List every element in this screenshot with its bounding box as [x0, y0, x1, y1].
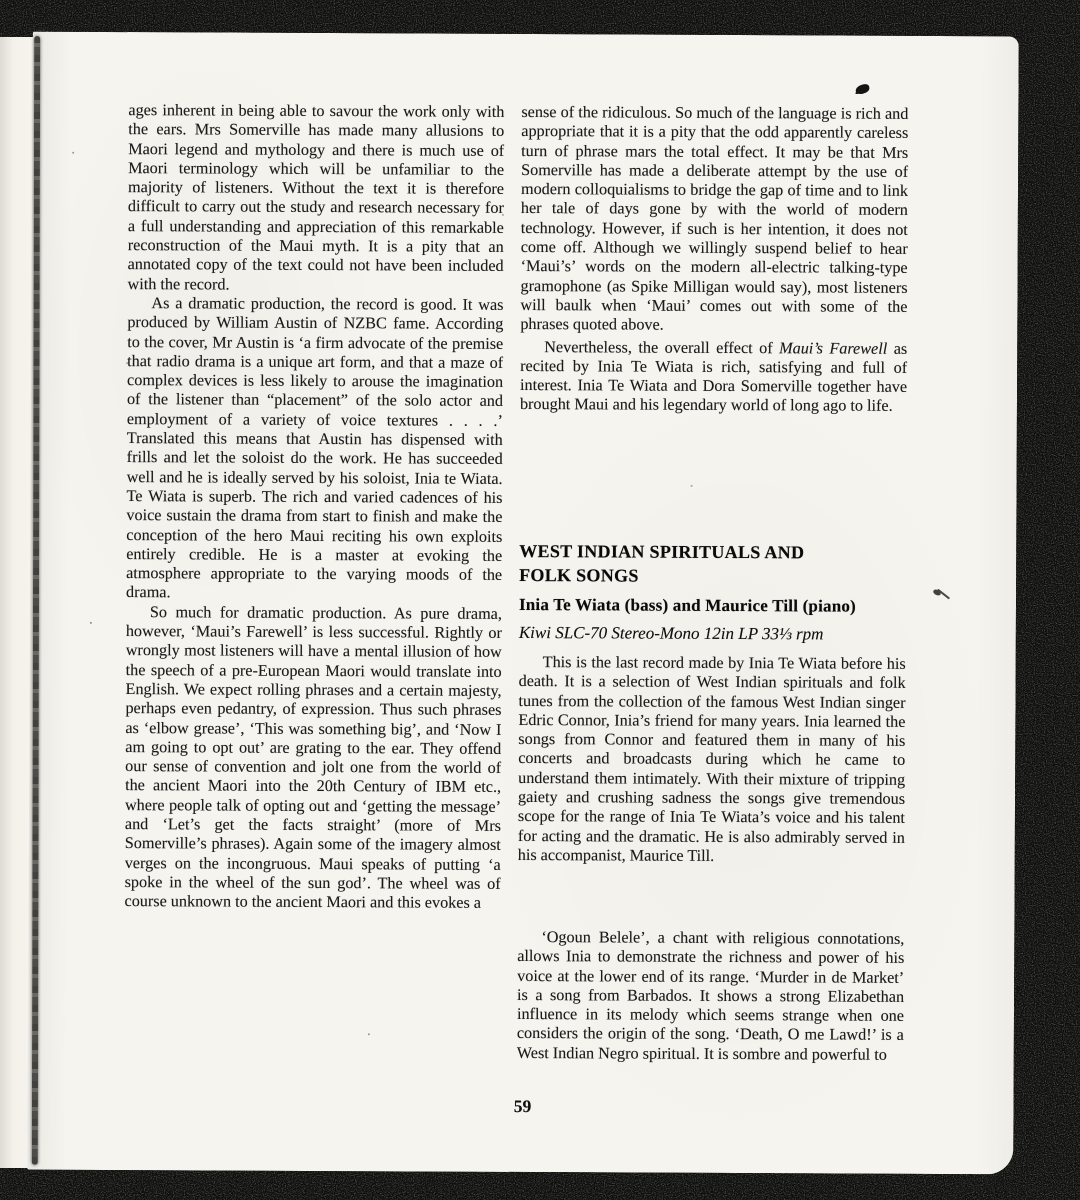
- paragraph: [520, 338, 907, 417]
- left-column: [124, 101, 505, 1105]
- page-sheet: [27, 32, 1019, 1175]
- right-column: [519, 103, 908, 537]
- ink-smudge-mark: [855, 83, 871, 95]
- review-title-line1: WEST INDIAN SPIRITUALS AND: [519, 540, 805, 563]
- pen-mark: [933, 589, 953, 607]
- paragraph: sense of the ridiculous. So much of the language is rich and appropriate that it is a pity that the odd apparently careless turn of phrase mars the total effect. It may be that Mrs Somerville has made a deliberate attempt by the use of modern colloquialisms to bridge the gap of time and to link her tale of days gone by with the world of modern technology. However, if such is her intention, it does not come off. Although we willingly suspend belief to hear ‘Maui’s’ words on the modern all-electric talking-type gramophone (as Spike Milligan would say), most listeners will baulk when ‘Maui’ comes out with some of the phrases quoted above.: [520, 102, 909, 334]
- review-catalog-line: Kiwi SLC-70 Stereo-Mono 12in LP 33⅓ rpm: [518, 622, 824, 644]
- paragraph: This is the last record made by Inia Te Wiata before his death. It is a selection of West Indian spirituals and folk tunes from the collection of the famous West Indian singer Edric Connor, Inia’s friend for many years. Inia learned the songs from Connor and featured them in many of his concerts and broadcasts during which he came to understand them intimately. With their mixture of tripping gaiety and crushing sadness the songs give tremendous scope for the range of Inia Te Wiata’s voice and his talent for acting and the dramatic. He is also admirably served in his accompanist, Maurice Till.: [517, 653, 906, 865]
- review-title-line2: FOLK SONGS: [519, 564, 639, 586]
- review-body-paragraph: [517, 653, 905, 927]
- album-title-italic: Maui’s Farewell: [779, 338, 888, 358]
- review-body-paragraph: [517, 928, 905, 1114]
- review-title: [519, 540, 929, 589]
- review-artists: Inia Te Wiata (bass) and Maurice Till (piano): [518, 594, 857, 616]
- paper-specks: [72, 152, 74, 154]
- paragraph: ‘Ogoun Belele’, a chant with religious connotations, allows Inia to demonstrate the richness and power of his voice at the lower end of its range. ‘Murder in de Market’ is a song from Barbados. It shows a strong Elizabethan influence in its melody which seems strange when one considers the origin of the song. ‘Death, O me Lawd!’ is a West Indian Negro spiritual. It is sombre and powerful to: [516, 928, 905, 1064]
- paragraph: As a dramatic production, the record is good. It was produced by William Austin of NZBC fame. According to the cover, Mr Austin is ‘a firm advocate of the premise that radio drama is a unique art form, and that a maze of complex devices is less likely to arouse the imagination of the listener than “placement” of the solo actor and employment of a variety of voice textures . . . .’ Translated this means that Austin has dispensed with frills and let the soloist do the work. He has succeeded well and he is ideally served by his soloist, Inia te Wiata. Te Wiata is superb. The rich and varied cadences of his voice sustain the drama from start to finish and make the conception of the hero Maui reciting his own exploits entirely credible. He is a master at evoking the atmosphere appropriate to the varying moods of the drama.: [126, 294, 504, 602]
- paragraph-text: as recited by Inia Te Wiata is rich, satisfying and full of interest. Inia Te Wiata and Dora Somerville together have brought Maui and his legendary world of long ago to life.: [519, 339, 908, 416]
- page-number: 59: [513, 1095, 532, 1117]
- paragraph: ages inherent in being able to savour the work only with the ears. Mrs Somerville has made many allusions to Maori legend and mythology and there is much use of Maori terminology which will be unfamiliar to the majority of listeners. Without the text it is therefore difficult to carry out the study and research necessary for a full understanding and appreciation of this remarkable reconstruction of the Maui myth. It is a pity that an annotated copy of the text could not have been included with the record.: [127, 101, 505, 294]
- paragraph-text: Nevertheless, the overall effect of: [544, 337, 780, 357]
- paragraph: So much for dramatic production. As pure drama, however, ‘Maui’s Farewell’ is less successful. Rightly or wrongly most listeners will have a mental illusion of how the speech of a pre-European Maori would translate into English. We expect rolling phrases and a certain majesty, perhaps even pedantry, of expression. Thus such phrases as ‘elbow grease’, ‘This was something big’, and ‘Now I am going to opt out’ are grating to the ear. They offend our sense of convention and jolt one from the world of the ancient Maori into the 20th Century of IBM etc., where people talk of opting out and ‘getting the message’ and ‘Let’s get the facts straight’ (more of Mrs Somerville’s phrases). Again some of the imagery almost verges on the incongruous. Maui speaks of putting ‘a spoke in the wheel of the sun god’. The wheel was of course unknown to the ancient Maori and this evokes a: [124, 602, 502, 912]
